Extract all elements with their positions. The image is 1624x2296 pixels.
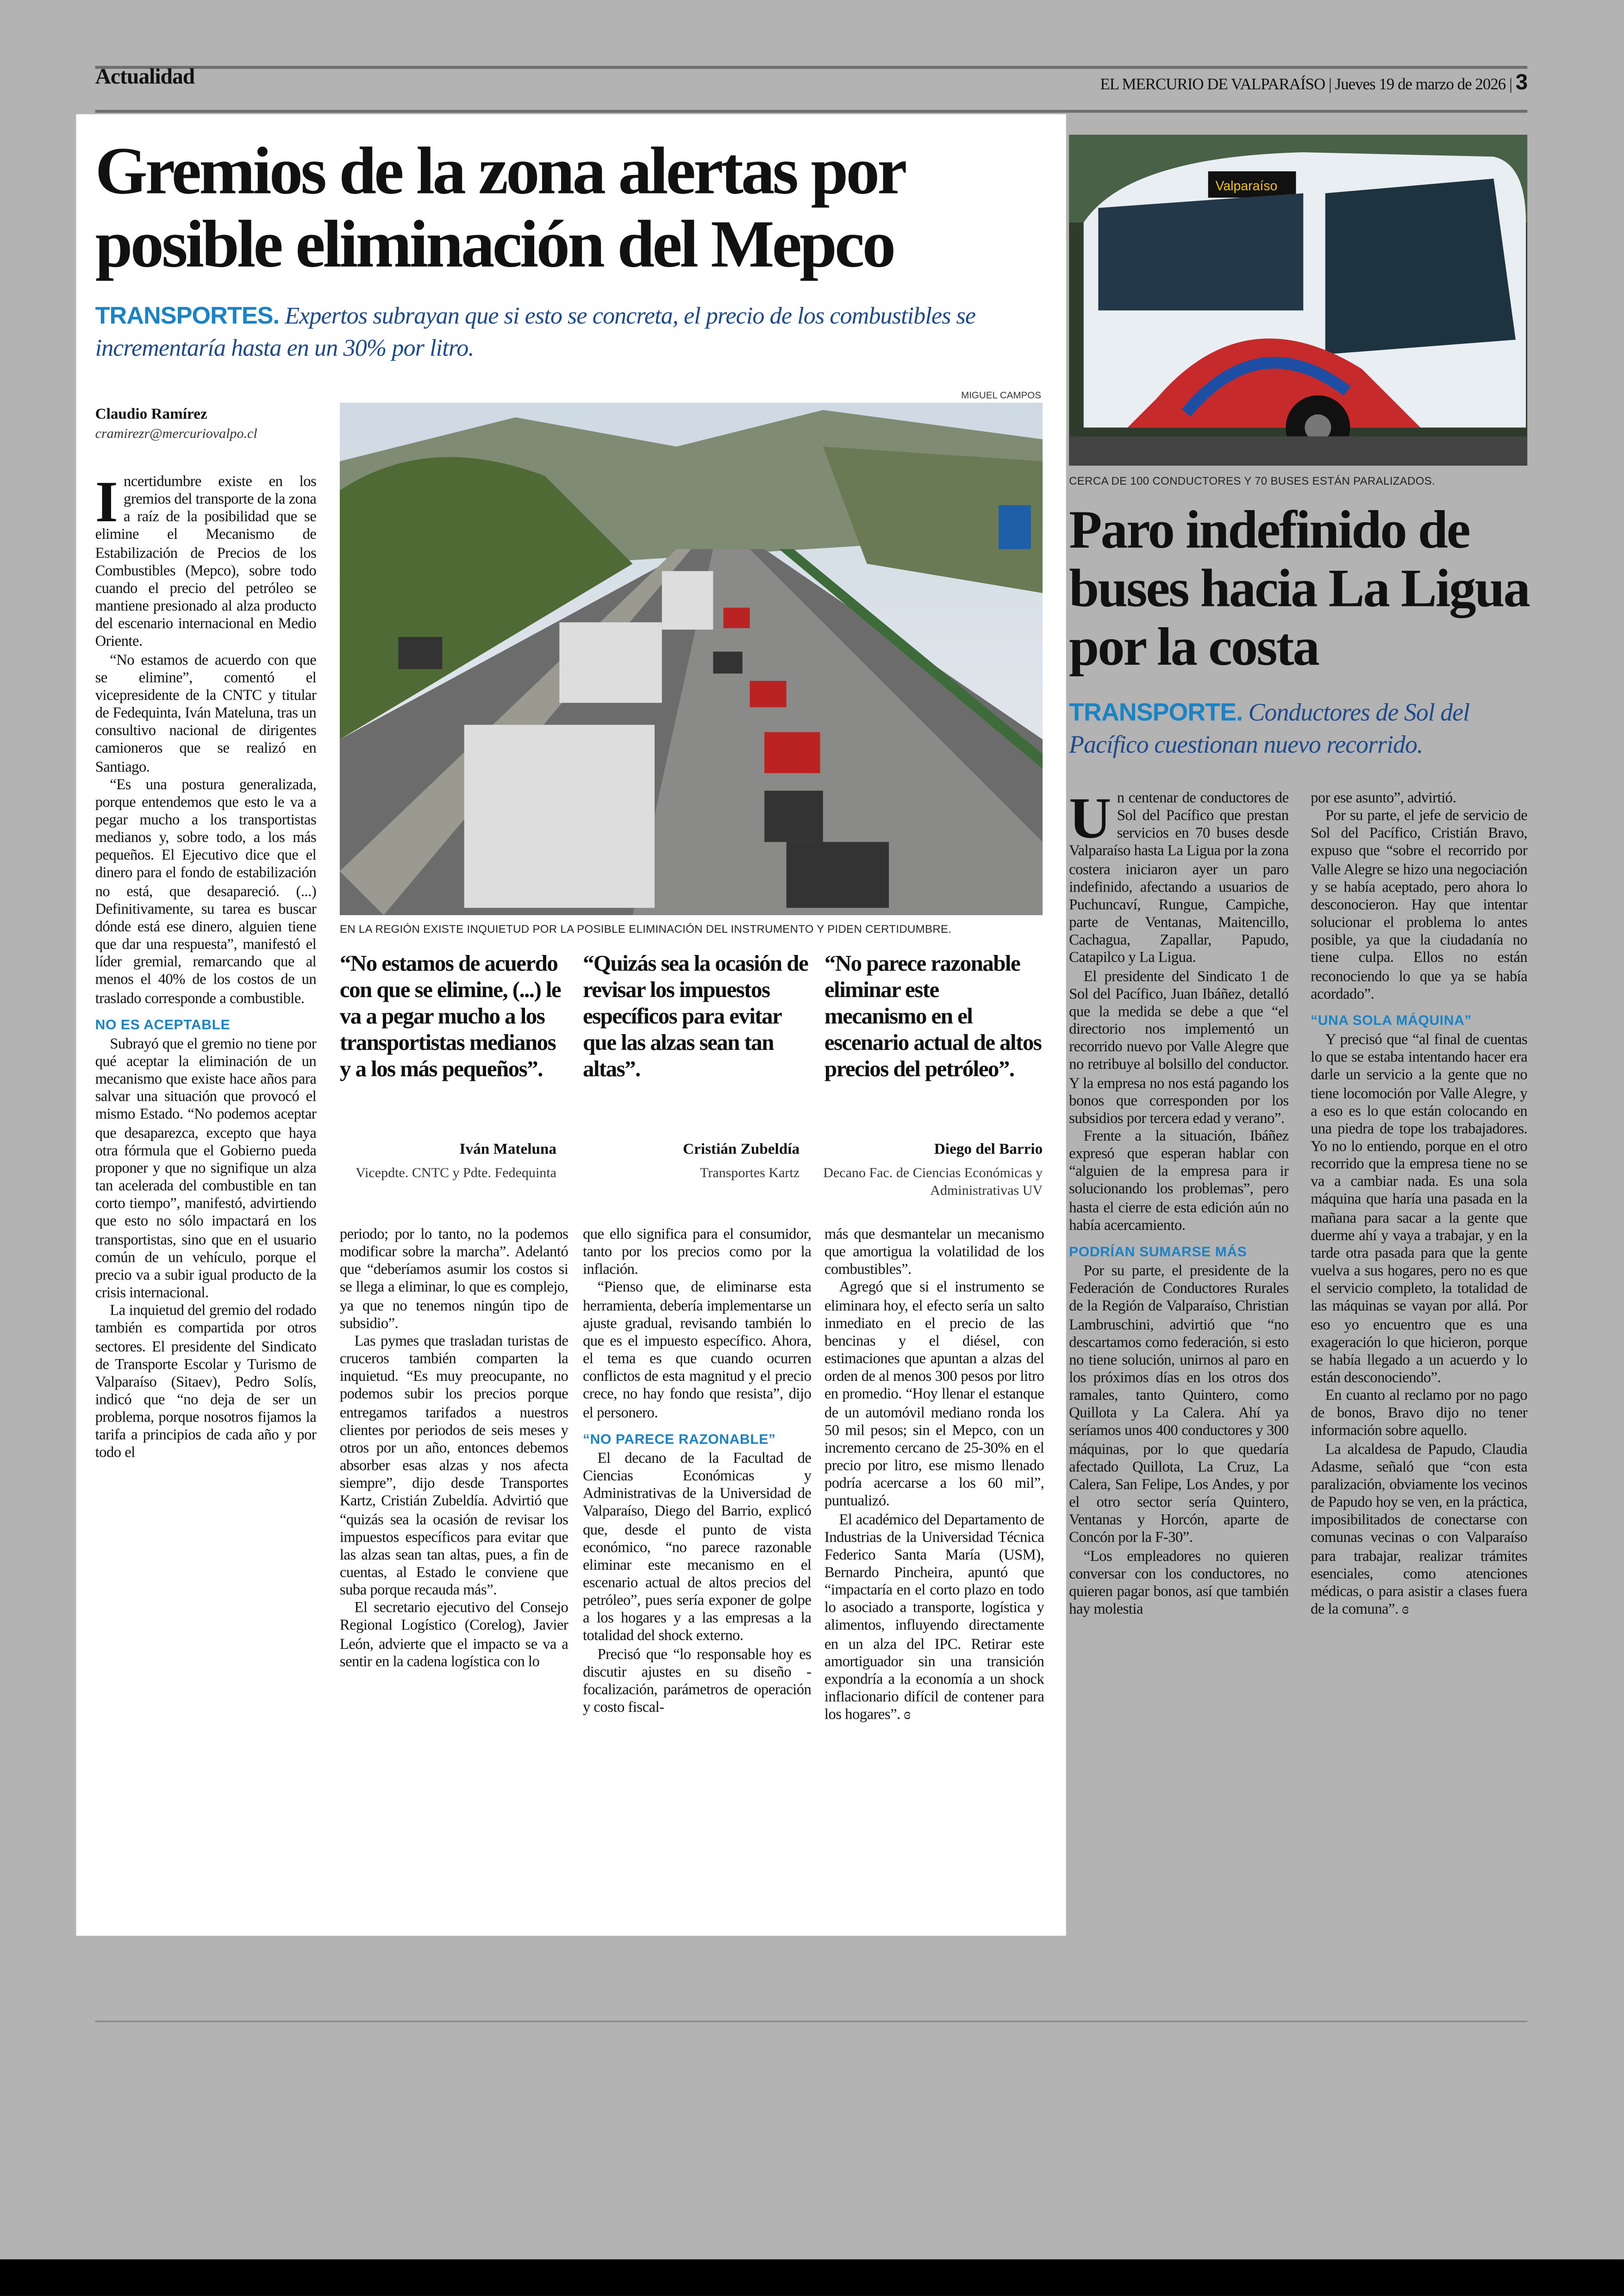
section-title: Actualidad	[95, 66, 195, 89]
pull-quote-1: “No estamos de acuerdo con que se elimine, (...) le va a pegar mucho a los transportistas medianos y a los más pequeños”.	[339, 952, 561, 1082]
paragraph	[95, 1036, 317, 1304]
paragraph	[583, 1647, 811, 1718]
paragraph-text: Agregó que si el instrumento se eliminara hoy, el efecto sería un salto inmediato en el precio de las bencinas y el diésel, con estimaciones que apuntan a alzas del orden de al menos 300 pesos por litro en promedio. “Hoy llenar el estanque de un automóvil mediano ronda los 50 mil pesos; sin el Mepco, con un incremento cercano de 25-30% en el precio por litro, ese mismo llenado podría acercarse a los 60 mil”, puntualizó.	[824, 1280, 1044, 1510]
bottom-bar	[0, 2259, 1624, 2296]
main-headline: Gremios de la zona alertas por posible eliminación del Mepco	[95, 133, 904, 281]
subheading	[95, 1017, 317, 1035]
paragraph-text: ncertidumbre existe en los gremios del transporte de la zona a raíz de la posibilidad que se elimine el Mecanismo de Estabilización de Precios de los Combustibles (Mepco), sobre todo cuando el precio del petróleo se mantiene presionado al alza producto del escenario internacional en Medio Oriente.	[95, 474, 317, 651]
author-email[interactable]: cramirezr@mercuriovalpo.cl	[95, 427, 257, 443]
quote-2-name: Cristián Zubeldía	[683, 1142, 800, 1159]
masthead	[1100, 70, 1527, 95]
paragraph	[583, 1280, 811, 1423]
paragraph	[1311, 1388, 1527, 1441]
header-rule	[95, 110, 1528, 112]
paragraph	[1311, 809, 1527, 1004]
paragraph	[1069, 1129, 1288, 1236]
quote-1-name: Iván Mateluna	[459, 1142, 557, 1159]
paragraph	[583, 1227, 811, 1280]
highway-traffic-photo	[340, 403, 1043, 915]
main-column-2	[340, 1227, 568, 1672]
top-rule	[95, 66, 1528, 69]
paragraph-text: “Es una postura generalizada, porque entendemos que esto le va a pegar mucho a los transportistas medianos y, sobre todo, a los más pequeños. El Ejecutivo dice que el dinero para el fondo de estabilización no está, que desapareció. (...) Definitivamente, su tarea es buscar dónde está ese dinero, alguien tiene que dar una respuesta”, manifestó el líder gremial, remarcando que al menos el 40% de los costos de un traslado corresponde a combustible.	[95, 777, 317, 1007]
paragraph	[1311, 791, 1527, 808]
subheading-text: “UNA SOLA MÁQUINA”	[1311, 1013, 1472, 1029]
paragraph	[1311, 1032, 1527, 1388]
paragraph-text: “Pienso que, de eliminarse esta herramienta, debería implementarse un ajuste gradual, revisando también lo que es el impuesto específico. Ahora, el tema es que cuando ocurren conflictos de esta magnitud y el precio crece, no hay fondo que resista”, dijo el personero.	[582, 1280, 812, 1422]
masthead-text: EL MERCURIO DE VALPARAÍSO | Jueves 19 de marzo de 2026 |	[1100, 76, 1512, 94]
paragraph-text: Subrayó que el gremio no tiene por qué aceptar la eliminación de un mecanismo que existe hace años para salvar una situación que provocó el mismo Estado. “No podemos aceptar que desaparezca, excepto que haya otra fórmula que el Gobierno pueda proponer y que no signifique un alza tan acelerada del combustible en tan corto tiempo”, manifestó, advirtiendo que esto no sólo impactará en los transportistas, sino que en el usuario común de un vehículo, porque el precio va a subir igual producto de la crisis internacional.	[95, 1036, 317, 1302]
paragraph	[340, 1227, 568, 1334]
paragraph-text: n centenar de conductores de Sol del Pacífico que prestan servicios en 70 buses desde Valparaíso hasta La Ligua por la zona costera iniciaron ayer un paro indefinido, afectando a usuarios de Puchuncaví, Rungue, Campiche, parte de Ventanas, Maitencillo, Cachagua, Zapallar, Papudo, Catapilco y La Ligua.	[1069, 791, 1289, 967]
page-number: 3	[1515, 70, 1528, 95]
paragraph-text: El presidente del Sindicato 1 de Sol del Pacífico, Juan Ibáñez, detalló que la medida se debe a que “el directorio nos implementó un recorrido nuevo por Valle Alegre que no retribuye al bolsillo del conductor. Y la empresa no nos está pagando los bonos que corresponden por los subsidios por tercera edad y verano”.	[1069, 968, 1289, 1128]
paragraph-text: El decano de la Facultad de Ciencias Económicas y Administrativas de la Universidad de Valparaíso, Diego del Barrio, explicó que, desde el punto de vista económico, “no parece razonable eliminar este mecanismo en el escenario actual de altos precios del petróleo”, pues sería exponer de golpe a los hogares y a las empresas a la totalidad del shock externo.	[582, 1451, 812, 1645]
side-kicker: TRANSPORTE.	[1069, 698, 1243, 726]
paragraph	[824, 1227, 1044, 1280]
paragraph-text: Y precisó que “al final de cuentas lo que se estaba intentando hacer era darle un servicio a la gente que no tiene locomoción por Valle Alegre, y a eso es lo que están colocando en una piedra de tope los trabajadores. Yo no lo entiendo, porque en el otro recorrido que la empresa tiene no se va a cambiar nada. Es una sola máquina que haría una pasada en la mañana para sacar a la gente que duerme ahí y vaya a trabajar, y en la tarde otra pasada para que la gente vuelva a sus hogares, pero no es que el servicio completo, la totalidad de las máquinas se vayan por allá. Por eso yo encuentro que es una exageración lo que hicieron, porque se había llegado a un acuerdo y lo están desconociendo”.	[1311, 1032, 1528, 1387]
paragraph	[824, 1512, 1044, 1725]
subheading-text: PODRÍAN SUMARSE MÁS	[1069, 1244, 1247, 1261]
main-deck-text: Expertos subrayan que si esto se concreta, el precio de los combustibles se incrementaría hasta en un 30% por litro.	[95, 301, 976, 362]
paragraph-text: periodo; por lo tanto, no la podemos modificar sobre la marcha”. Adelantó que “deberíamos asumir los costos si se llega a eliminar, lo que es complejo, ya que no tenemos ningún tipo de subsidio”.	[339, 1227, 568, 1332]
drop-cap: U	[1069, 785, 1112, 851]
bus-destination-sign: Valparaíso	[1215, 179, 1278, 194]
paragraph-text: Precisó que “lo responsable hoy es discutir ajustes en su diseño -focalización, parámetros de operación y costo fiscal-	[582, 1647, 812, 1716]
author-name: Claudio Ramírez	[95, 407, 207, 424]
paragraph-text: Por su parte, el presidente de la Federación de Conductores Rurales de la Región de Valparaíso, Christian Lambruschini, advirtió que “no descartamos como federación, si esto no tiene solución, unirnos al paro en los próximos días en los otros dos ramales, tanto Quintero, como Quillota y La Calera. Ahí ya seríamos unos 400 conductores y 300 máquinas, por lo que quedaría afectado Quillota, La Cruz, La Calera, San Felipe, Los Andes, y por el otro sector sería Quintero, Ventanas y Horcón, aparte de Concón por la F-30”.	[1069, 1264, 1289, 1547]
main-column-1	[95, 468, 317, 1464]
paragraph-text: Por su parte, el jefe de servicio de Sol del Pacífico, Cristián Bravo, expuso que “sobre el recorrido por Valle Alegre se hizo una negociación y se había aceptado, pero ahora lo desconocieron. Hay que intentar solucionar el problema lo antes posible, ya que la ciudadanía no tiene culpa. Ellos no están reconociendo lo que ya se había acordado”.	[1311, 808, 1528, 1003]
main-photo-caption: EN LA REGIÓN EXISTE INQUIETUD POR LA POSIBLE ELIMINACIÓN DEL INSTRUMENTO Y PIDEN CERTIDUMBRE.	[339, 922, 952, 936]
side-deck-text: Conductores de Sol del Pacífico cuestionan nuevo recorrido.	[1069, 698, 1470, 759]
paragraph	[1069, 969, 1288, 1129]
drop-cap: I	[95, 468, 118, 535]
paragraph	[1311, 1442, 1527, 1620]
paragraph-text: “Los empleadores no quieren conversar con los conductores, no quieren pagar bonos, así que también hay molestia	[1069, 1548, 1289, 1618]
byline	[95, 407, 257, 442]
side-headline: Paro indefinido de buses hacia La Ligua por la costa	[1069, 500, 1529, 678]
main-kicker: TRANSPORTES.	[95, 303, 280, 330]
side-column-2	[1311, 791, 1527, 1620]
paragraph	[1069, 785, 1289, 969]
paragraph	[95, 777, 317, 1009]
paragraph	[1069, 1548, 1288, 1620]
paragraph	[1069, 1264, 1288, 1548]
side-column-1	[1069, 785, 1289, 1620]
paragraph-text: La inquietud del gremio del rodado también es compartida por otros sectores. El presidente del Sindicato de Transporte Escolar y Turismo de Valparaíso (Sitaev), Pedro Solís, indicó que “no deja de ser un problema, porque nosotros fijamos la tarifa a principios de cada año y por todo el	[95, 1303, 317, 1462]
paragraph-text: “No estamos de acuerdo con que se elimine”, comentó el vicepresidente de la CNTC y titular de Fedequinta, Iván Mateluna, tras un consultivo nacional de dirigentes camioneros que se realizó en Santiago.	[95, 652, 317, 775]
paragraph-text: En cuanto al reclamo por no pago de bonos, Bravo dijo no tener información sobre aquello.	[1311, 1388, 1528, 1440]
quote-1-role: Vicepdte. CNTC y Pdte. Fedequinta	[356, 1167, 557, 1182]
subheading-text: NO ES ACEPTABLE	[95, 1017, 231, 1034]
quote-2-role: Transportes Kartz	[700, 1167, 800, 1182]
paragraph	[583, 1451, 811, 1647]
paragraph	[340, 1601, 568, 1672]
main-column-4	[824, 1227, 1044, 1726]
subheading	[1311, 1013, 1527, 1031]
main-deck	[95, 300, 1062, 364]
paragraph	[95, 1304, 317, 1464]
quote-3-role: Decano Fac. de Ciencias Económicas y Administrativas UV	[823, 1167, 1043, 1199]
paragraph	[824, 1280, 1044, 1512]
bus-photo-caption: CERCA DE 100 CONDUCTORES Y 70 BUSES ESTÁN PARALIZADOS.	[1069, 474, 1436, 488]
paragraph-text: más que desmantelar un mecanismo que amortigua la volatilidad de los combustibles”.	[824, 1227, 1044, 1279]
paragraph-text: Frente a la situación, Ibáñez expresó que esperan hablar con “alguien de la empresa para ir solucionando los problemas”, pero hasta el cierre de esta edición aún no había acercamiento.	[1069, 1129, 1289, 1234]
photo-credit: MIGUEL CAMPOS	[961, 391, 1042, 401]
paragraph-text: La alcaldesa de Papudo, Claudia Adasme, señaló que “con esta paralización, obviamente los vecinos de Papudo hoy se ven, en la práctica, imposibilitados de conectarse con comunas vecinas o con Valparaíso para trabajar, realizar trámites esenciales, como atenciones médicas, o para asistir a clases fuera de la comuna”. ɞ	[1311, 1441, 1528, 1618]
paragraph-text: El académico del Departamento de Industrias de la Universidad Técnica Federico Santa María (USM), Bernardo Pincheira, apuntó que “impactaría en el corto plazo en todo lo asociado a transporte, logística y alimentos, influyendo directamente en un alza del IPC. Retirar este amortiguador sin una transición expondría a la economía a un shock inflacionario difícil de contener para los hogares”. ɞ	[824, 1512, 1044, 1724]
bus-photo	[1069, 135, 1527, 466]
paragraph	[340, 1334, 568, 1601]
bottom-rule	[95, 2021, 1528, 2022]
paragraph-text: Las pymes que trasladan turistas de cruceros también comparten la inquietud. “Es muy preocupante, no podemos subir los precios porque entregamos tarifados a nuestros clientes por periodos de seis meses y otros por un año, entonces debemos absorber esas alzas y nos afecta siempre”, dijo desde Transportes Kartz, Cristián Zubeldía. Advirtió que “quizás sea la ocasión de revisar los impuestos específicos para evitar que las alzas sean tan altas, pues, a fin de cuentas, al Estado le conviene que suba porque recauda más”.	[339, 1334, 568, 1599]
subheading	[1069, 1244, 1288, 1262]
quote-3-name: Diego del Barrio	[934, 1142, 1043, 1159]
paragraph	[95, 468, 317, 653]
paragraph-text: por ese asunto”, advirtió.	[1311, 791, 1456, 807]
pull-quote-2: “Quizás sea la ocasión de revisar los impuestos específicos para evitar que las alzas sean tan altas”.	[582, 952, 808, 1082]
side-deck	[1069, 697, 1530, 761]
paragraph-text: El secretario ejecutivo del Consejo Regional Logístico (Corelog), Javier León, advierte que el impacto se va a sentir en la cadena logística con lo	[339, 1601, 568, 1671]
pull-quote-3: “No parece razonable eliminar este mecanismo en el escenario actual de altos precios del petróleo”.	[824, 952, 1042, 1082]
paragraph	[95, 652, 317, 777]
subheading-text: “NO PARECE RAZONABLE”	[582, 1431, 776, 1448]
paragraph-text: que ello significa para el consumidor, tanto por los precios como por la inflación.	[582, 1227, 812, 1279]
main-column-3	[583, 1227, 811, 1718]
subheading	[583, 1432, 811, 1449]
